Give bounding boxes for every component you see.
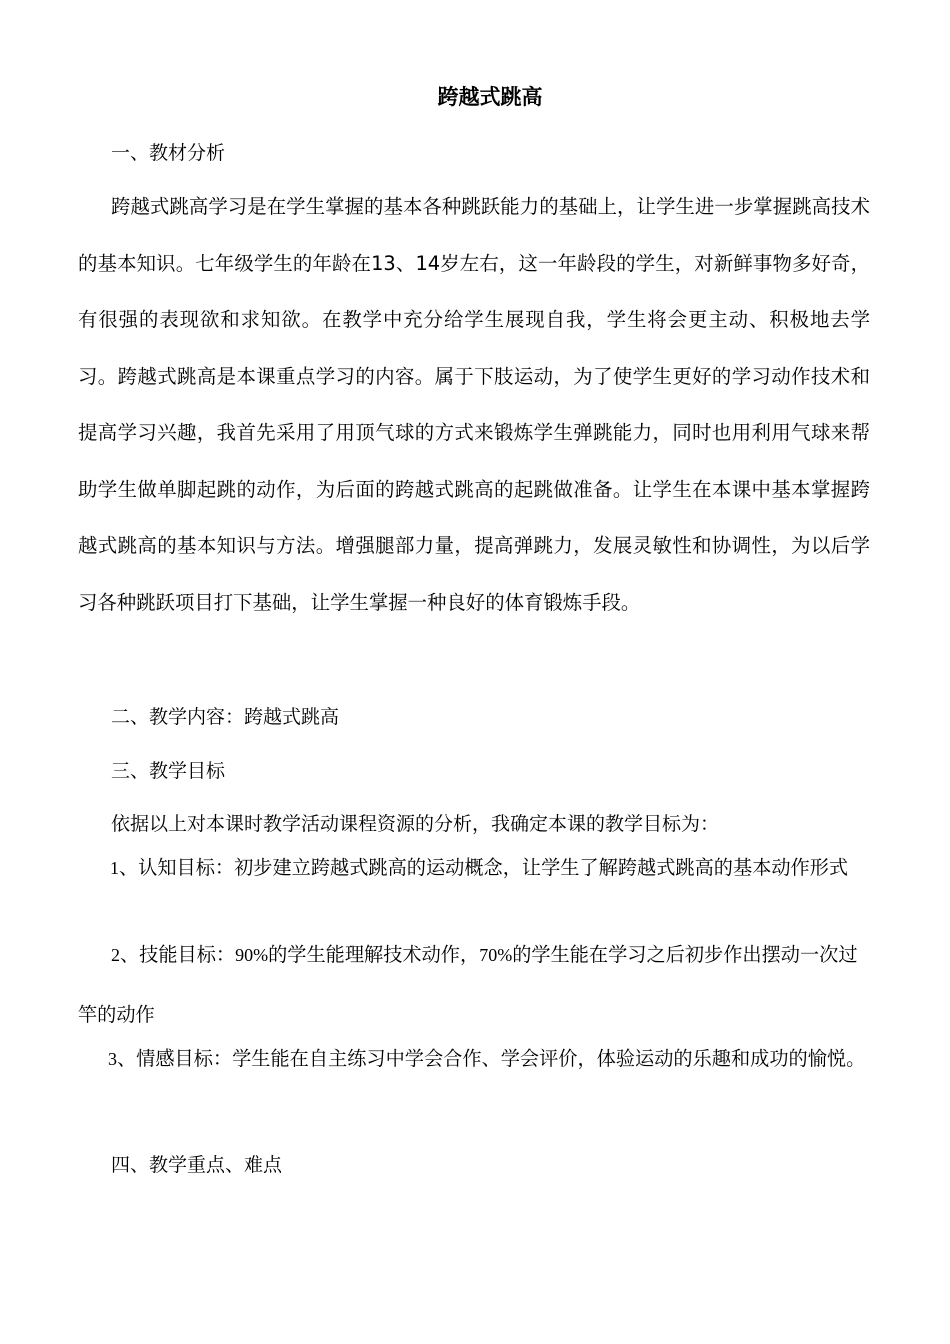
section-heading-teaching-goals: 三、教学目标: [111, 760, 226, 782]
goal-skill-number: 2: [111, 945, 120, 965]
goal-skill: [78, 925, 874, 1045]
section-heading-key-points: 四、教学重点、难点: [111, 1154, 283, 1176]
goal-skill-text-b: 的学生能理解技术动作，: [268, 943, 480, 966]
goal-skill-percent-a: 90%: [235, 945, 269, 965]
goal-cognitive-text: 、认知目标：初步建立跨越式跳高的运动概念，让学生了解跨越式跳高的基本动作形式: [119, 856, 849, 879]
goal-cognitive: [78, 851, 874, 885]
goal-skill-percent-b: 70%: [479, 945, 513, 965]
section-heading-materials-analysis: 一、教材分析: [111, 142, 226, 164]
goal-emotional: [78, 1031, 874, 1087]
goal-emotional-text: 、情感目标：学生能在自主练习中学会合作、学会评价，体验运动的乐趣和成功的愉悦。: [117, 1047, 866, 1070]
goal-cognitive-number: 1: [110, 858, 119, 878]
materials-analysis-paragraph: 跨越式跳高学习是在学生掌握的基本各种跳跃能力的基础上，让学生进一步掌握跳高技术的基本知识。七年级学生的年龄在13、14岁左右，这一年龄段的学生，对新鲜事物多好奇，有很强的表现欲和求知欲。在教学中充分给学生展现自我，学生将会更主动、积极地去学习。跨越式跳高是本课重点学习的内容。属于下肢运动，为了使学生更好的学习动作技术和提高学习兴趣，我首先采用了用顶气球的方式来锻炼学生弹跳能力，同时也用利用气球来帮助学生做单脚起跳的动作，为后面的跨越式跳高的起跳做准备。让学生在本课中基本掌握跨越式跳高的基本知识与方法。增强腿部力量，提高弹跳力，发展灵敏性和协调性，为以后学习各种跳跃项目打下基础，让学生掌握一种良好的体育锻炼手段。: [78, 195, 870, 614]
goal-emotional-number: 3: [108, 1049, 117, 1069]
goal-skill-text-c: 的学生能在学习之后初步作出摆动一次过竿的动作: [78, 943, 858, 1026]
section-heading-teaching-content: 二、教学内容：跨越式跳高: [111, 706, 340, 728]
teaching-goals-intro: 依据以上对本课时教学活动课程资源的分析，我确定本课的教学目标为：: [111, 813, 720, 835]
document-title: 跨越式跳高: [437, 85, 543, 109]
goal-skill-text-a: 、技能目标：: [120, 943, 236, 966]
